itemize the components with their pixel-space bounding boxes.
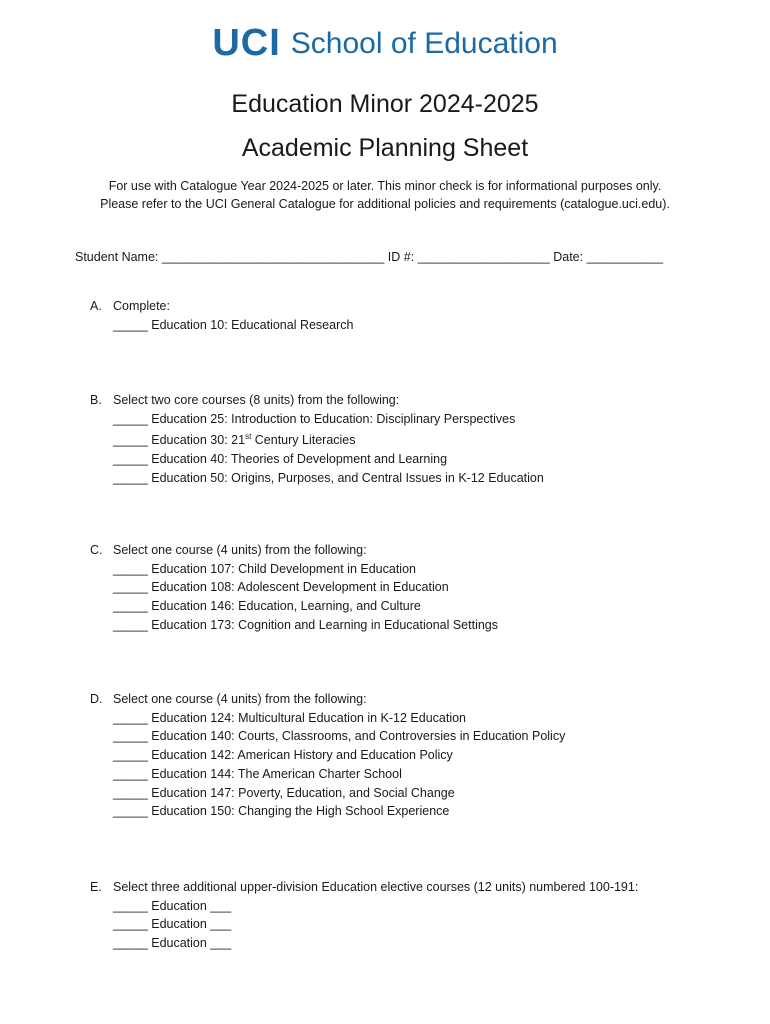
section-e (90, 878, 638, 953)
section-d-letter: D. (90, 692, 103, 706)
course-item: _____ Education 140: Courts, Classrooms, and Controversies in Education Policy (113, 729, 566, 744)
ordinal-superscript: st (245, 432, 252, 442)
course-item: _____ Education 107: Child Development in Education (113, 561, 416, 576)
section-c-heading: Select one course (4 units) from the following: (113, 543, 367, 557)
section-d (90, 690, 565, 821)
section-e-letter: E. (90, 880, 102, 894)
elective-item: _____ Education ___ (113, 936, 232, 951)
course-item: _____ Education 173: Cognition and Learning in Educational Settings (113, 617, 499, 632)
course-item: _____ Education 25: Introduction to Education: Disciplinary Perspectives (113, 411, 516, 426)
course-item: _____ Education 142: American History and Education Policy (113, 748, 453, 763)
uci-school-of-education-logo (0, 22, 770, 65)
course-item: _____ Education 50: Origins, Purposes, and Central Issues in K-12 Education (113, 470, 544, 485)
catalogue-note-line-1: For use with Catalogue Year 2024-2025 or later. This minor check is for informational purposes only. (108, 179, 662, 193)
course-item-education-30 (113, 428, 544, 450)
section-a-letter: A. (90, 299, 102, 313)
course-item-text: _____ Education 30: 21 (113, 433, 246, 448)
catalogue-note-line-2: Please refer to the UCI General Catalogue for additional policies and requirements (catalogue.uci.edu). (100, 197, 670, 211)
section-b-letter: B. (90, 393, 102, 407)
elective-item: _____ Education ___ (113, 917, 232, 932)
course-item: _____ Education 147: Poverty, Education, and Social Change (113, 785, 455, 800)
section-c (90, 541, 498, 635)
course-item: _____ Education 124: Multicultural Education in K-12 Education (113, 710, 467, 725)
section-b (90, 391, 544, 488)
section-d-heading: Select one course (4 units) from the following: (113, 692, 367, 706)
logo-uci: UCI (212, 22, 281, 64)
section-c-letter: C. (90, 543, 103, 557)
student-info-line: Student Name: ________________________________ ID #: ___________________ Date: ___________ (75, 250, 664, 264)
course-item: _____ Education 144: The American Charter School (113, 766, 402, 781)
course-item: _____ Education 40: Theories of Development and Learning (113, 452, 448, 467)
logo-school-of-education: School of Education (290, 26, 558, 60)
section-e-heading: Select three additional upper-division Education elective courses (12 units) numbered 100-191: (113, 880, 639, 894)
section-a (90, 297, 353, 334)
course-item: _____ Education 150: Changing the High School Experience (113, 804, 450, 819)
course-item: _____ Education 146: Education, Learning, and Culture (113, 599, 421, 614)
document-title: Education Minor 2024-2025 (231, 90, 539, 118)
section-b-heading: Select two core courses (8 units) from the following: (113, 393, 400, 407)
course-item: _____ Education 10: Educational Research (113, 317, 354, 332)
document-subtitle: Academic Planning Sheet (241, 134, 529, 162)
course-item-suffix: Century Literacies (251, 433, 356, 448)
course-item: _____ Education 108: Adolescent Development in Education (113, 580, 449, 595)
section-a-heading: Complete: (113, 299, 170, 313)
elective-item: _____ Education ___ (113, 898, 232, 913)
